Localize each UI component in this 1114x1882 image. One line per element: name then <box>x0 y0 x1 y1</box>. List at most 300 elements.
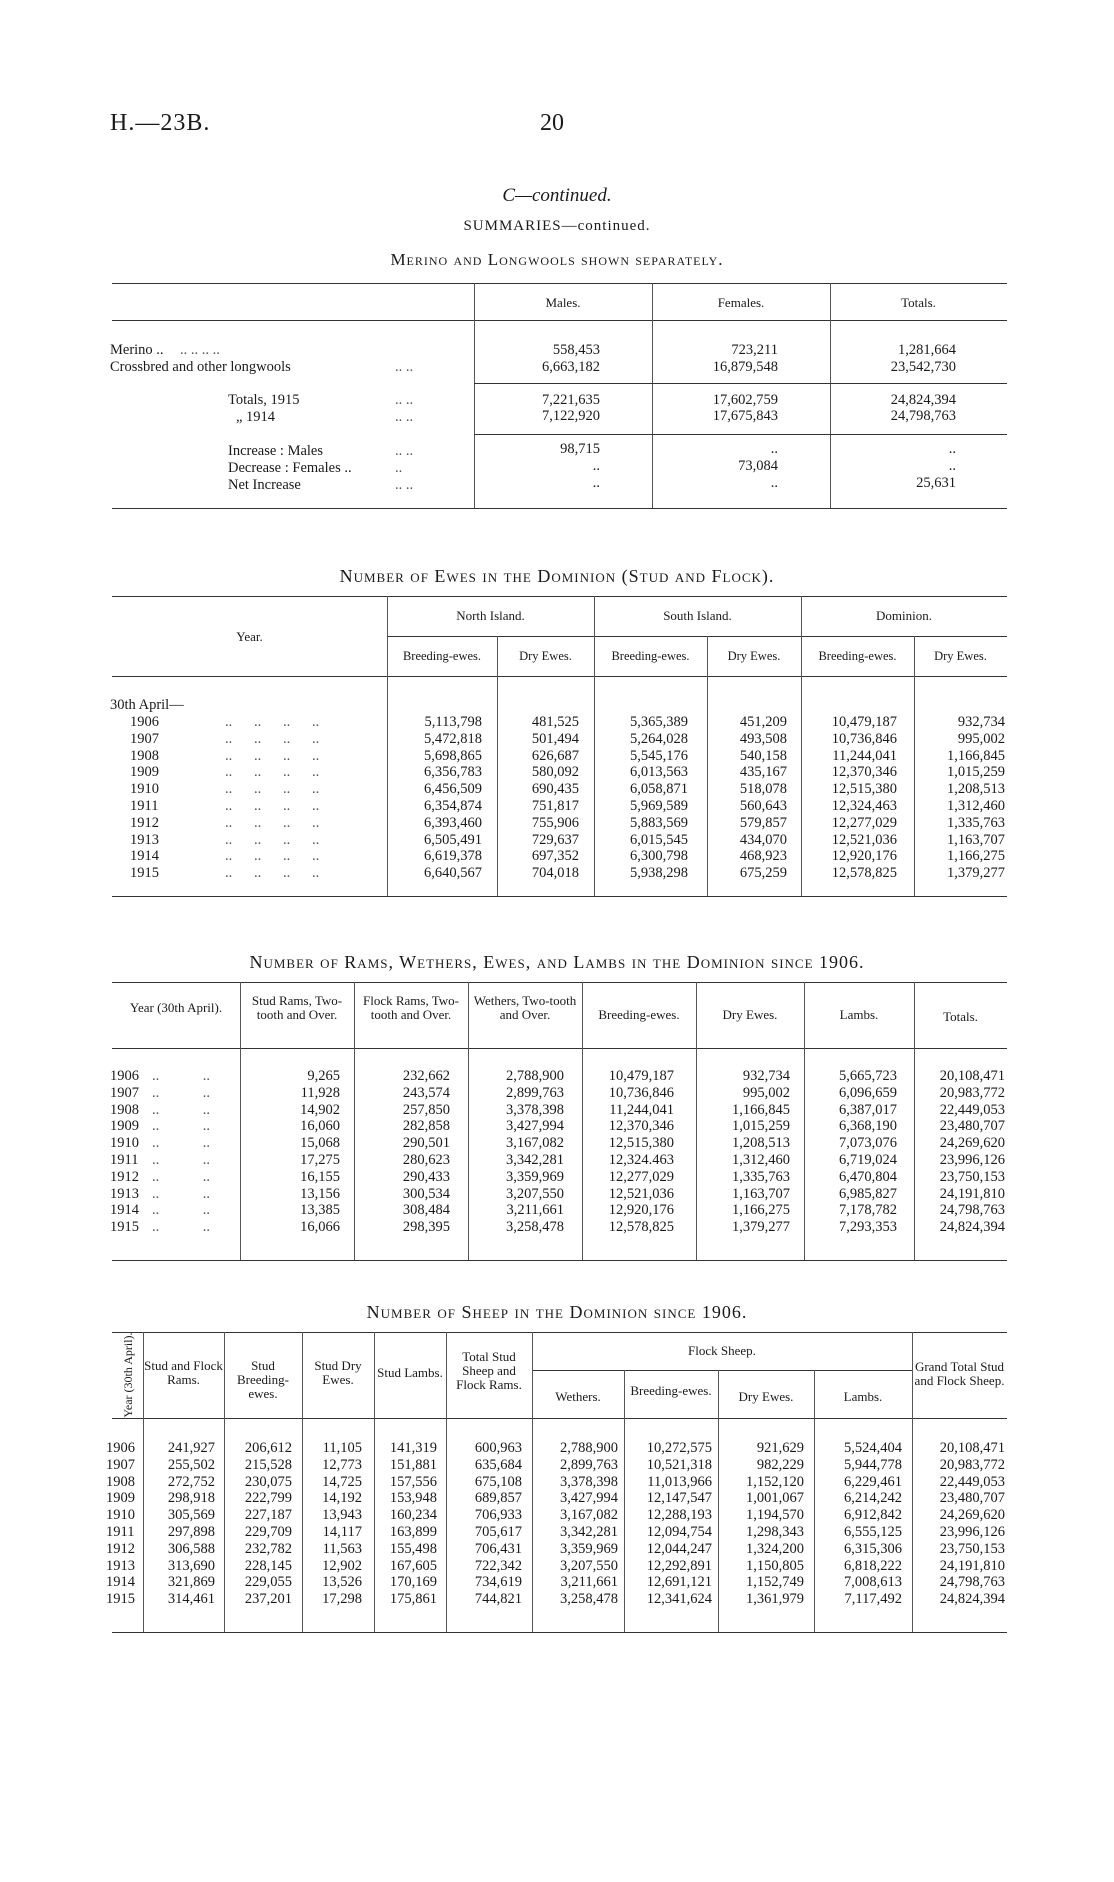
col-lambs <box>814 1440 902 1608</box>
table-cell: 540,158 <box>739 747 787 764</box>
table-cell: 160,234 <box>389 1507 437 1524</box>
table-cell: 580,092 <box>531 764 579 781</box>
col-header-females: Females. <box>717 295 765 310</box>
table-cell: 10,736,846 <box>608 1084 674 1101</box>
table-cell: 932,734 <box>742 1068 790 1084</box>
leader-dots-row: .. .. <box>152 1084 210 1101</box>
table-cell: 468,923 <box>739 848 787 865</box>
table-cell: 1908 <box>106 1473 135 1490</box>
table-cell: 12,341,624 <box>646 1591 712 1608</box>
table-cell: 1,163,707 <box>732 1185 790 1202</box>
table-cell: 13,943 <box>322 1507 362 1524</box>
table-cell: 6,015,545 <box>630 831 688 848</box>
table-cell: 6,393,460 <box>424 814 482 831</box>
table-cell: 1908 <box>130 747 159 764</box>
table-cell: 1,015,259 <box>947 764 1005 781</box>
leader-dots-row: .. .. <box>395 443 414 459</box>
col-header-stud-breeding: Stud Breeding-ewes. <box>237 1358 289 1401</box>
table-cell: 5,938,298 <box>630 865 688 882</box>
table-cell: 1,208,513 <box>732 1135 790 1152</box>
table-cell: 1906 <box>106 1440 135 1456</box>
row-label-totals-1914: „ 1914 <box>236 409 276 425</box>
table-cell: 1,152,749 <box>746 1574 804 1591</box>
table-cell: 23,542,730 <box>890 358 956 375</box>
table-cell: 12,324.463 <box>608 1151 674 1168</box>
col-males <box>474 342 600 492</box>
table-cell: 17,602,759 <box>712 391 778 408</box>
table-cell: 12,515,380 <box>608 1135 674 1152</box>
table-cell: 723,211 <box>731 342 778 358</box>
leader-dots-row: .. .. .. .. <box>225 781 320 798</box>
row-label-totals-1915: Totals, 1915 <box>228 392 300 408</box>
table-cell: 3,378,398 <box>560 1473 618 1490</box>
col-total-stud <box>446 1440 522 1608</box>
table-cell: 1,152,120 <box>746 1473 804 1490</box>
table-cell: 3,342,281 <box>506 1151 564 1168</box>
table-cell: 282,858 <box>402 1118 450 1135</box>
row-label-merino: Merino .. <box>110 342 164 358</box>
col-header-lambs: Lambs. <box>839 1007 879 1022</box>
table-cell: 20,108,471 <box>939 1068 1005 1084</box>
leader-dots-row: .. .. <box>152 1135 210 1152</box>
table-cell: 6,300,798 <box>630 848 688 865</box>
table-cell: 6,719,024 <box>839 1151 897 1168</box>
col-header-stud-rams: Stud Rams, Two-tooth and Over. <box>251 993 343 1022</box>
table-cell: 141,319 <box>389 1440 437 1456</box>
col-header-stud-dry: Stud Dry Ewes. <box>314 1358 362 1387</box>
table-cell: 215,528 <box>244 1456 292 1473</box>
table-cell: 243,574 <box>402 1084 450 1101</box>
table-cell: 744,821 <box>474 1591 522 1608</box>
leader-dots-row: .. .. .. .. <box>225 730 320 747</box>
table-cell: 290,501 <box>402 1135 450 1152</box>
table-cell: 321,869 <box>167 1574 215 1591</box>
table-cell: 1912 <box>106 1540 135 1557</box>
table-cell: 5,113,798 <box>424 714 482 730</box>
page-reference: H.—23B. <box>110 110 211 136</box>
col-females <box>652 342 778 492</box>
table-cell: 1,166,275 <box>732 1202 790 1219</box>
table-cell: 255,502 <box>167 1456 215 1473</box>
col-ni-breeding <box>387 714 482 882</box>
table-cell: 23,480,707 <box>939 1118 1005 1135</box>
leader-dots-row: .. .. <box>152 1168 210 1185</box>
section-title-rams-wethers: Number of Rams, Wethers, Ewes, and Lambs in the Dominion since 1906. <box>249 952 865 972</box>
col-breeding <box>582 1068 674 1236</box>
table-cell: 6,058,871 <box>630 781 688 798</box>
table-cell: 1,166,845 <box>732 1101 790 1118</box>
leader-dots-row: .. .. <box>152 1118 210 1135</box>
table-cell: 7,008,613 <box>844 1574 902 1591</box>
table-cell: 12,920,176 <box>831 848 897 865</box>
table-cell: 23,480,707 <box>939 1490 1005 1507</box>
col-stud-lambs <box>374 1440 437 1608</box>
col-breeding <box>624 1440 712 1608</box>
col-header-south-island: South Island. <box>663 608 732 623</box>
table-cell: 12,288,193 <box>646 1507 712 1524</box>
leader-dots-row: .. .. .. .. <box>225 865 320 882</box>
col-dry <box>718 1440 804 1608</box>
table-cell: 705,617 <box>474 1523 522 1540</box>
col-totals <box>830 342 956 492</box>
table-cell: 6,619,378 <box>424 848 482 865</box>
table-cell: 689,857 <box>474 1490 522 1507</box>
table-cell: 5,944,778 <box>844 1456 902 1473</box>
table-cell: 6,818,222 <box>844 1557 902 1574</box>
table-cell: 932,734 <box>957 714 1005 730</box>
table-cell: 7,122,920 <box>542 408 600 425</box>
table-cell: 257,850 <box>402 1101 450 1118</box>
leader-dots-row: .. .. <box>152 1185 210 1202</box>
col-header-ni-breeding: Breeding-ewes. <box>402 649 482 663</box>
table-cell: 24,798,763 <box>939 1574 1005 1591</box>
table-cell: .. <box>592 457 600 474</box>
leader-dots-row: .. .. <box>395 409 414 425</box>
table-cell: 481,525 <box>531 714 579 730</box>
leader-dots-row: .. .. <box>152 1068 210 1084</box>
table-cell: 5,264,028 <box>630 730 688 747</box>
table-cell: 1912 <box>130 814 159 831</box>
leader-dots-row: .. .. <box>152 1101 210 1118</box>
col-dom-dry <box>914 714 1005 882</box>
table-cell: .. <box>948 457 956 474</box>
table-cell: 24,191,810 <box>939 1185 1005 1202</box>
table-cell: 1913 <box>110 1185 139 1202</box>
table-cell: 3,427,994 <box>560 1490 618 1507</box>
col-header-totals: Totals. <box>943 1009 978 1024</box>
table-cell: 10,521,318 <box>646 1456 712 1473</box>
table-cell: .. <box>948 441 956 458</box>
table-cell: 12,277,029 <box>608 1168 674 1185</box>
table-cell: 298,918 <box>167 1490 215 1507</box>
col-wethers <box>532 1440 618 1608</box>
table-cell: 228,145 <box>244 1557 292 1574</box>
table-cell: 6,013,563 <box>630 764 688 781</box>
table-cell: 995,002 <box>742 1084 790 1101</box>
section-title-sheep: Number of Sheep in the Dominion since 1906. <box>366 1302 748 1322</box>
table-cell: 755,906 <box>531 814 579 831</box>
col-header-year: Year. <box>236 629 263 644</box>
table-cell: 163,899 <box>389 1523 437 1540</box>
row-label-crossbred: Crossbred and other longwools <box>110 359 291 375</box>
table-cell: 6,354,874 <box>424 797 482 814</box>
table-cell: 6,912,842 <box>844 1507 902 1524</box>
table-cell: 24,798,763 <box>890 408 956 425</box>
leader-dots-row: .. .. <box>152 1202 210 1219</box>
table-cell: 7,117,492 <box>844 1591 902 1608</box>
table-cell: 13,526 <box>322 1574 362 1591</box>
table-cell: 24,269,620 <box>939 1135 1005 1152</box>
table-cell: 12,902 <box>322 1557 362 1574</box>
table-cell: 635,684 <box>474 1456 522 1473</box>
table-cell: 3,211,661 <box>560 1574 618 1591</box>
table-cell: 17,275 <box>300 1151 340 1168</box>
col-ni-dry <box>497 714 579 882</box>
table-cell: 13,156 <box>300 1185 340 1202</box>
table-cell: 16,155 <box>300 1168 340 1185</box>
table-cell: 10,272,575 <box>646 1440 712 1456</box>
table-cell: 7,221,635 <box>542 391 600 408</box>
col-header-wethers: Wethers, Two-tooth and Over. <box>473 993 577 1022</box>
table-cell: 280,623 <box>402 1151 450 1168</box>
table-cell: 11,013,966 <box>647 1473 712 1490</box>
table-cell: 23,996,126 <box>939 1151 1005 1168</box>
table-cell: 501,494 <box>531 730 579 747</box>
table-cell: 12,521,036 <box>608 1185 674 1202</box>
table-cell: 1906 <box>130 714 159 730</box>
table-cell: .. <box>770 474 778 491</box>
table-cell: 16,879,548 <box>712 358 778 375</box>
table-cell: 1,166,845 <box>947 747 1005 764</box>
table-cell: 73,084 <box>738 457 778 474</box>
table-cell: 697,352 <box>531 848 579 865</box>
table-cell: 1911 <box>106 1523 135 1540</box>
col-header-ni-dry: Dry Ewes. <box>519 649 572 663</box>
leader-dots-row: .. .. .. .. <box>225 747 320 764</box>
table-cell: 98,715 <box>560 441 600 458</box>
table-cell: 272,752 <box>167 1473 215 1490</box>
col-header-year: Year (30th April). <box>129 1000 223 1015</box>
table-cell: 3,359,969 <box>560 1540 618 1557</box>
table-cell: 734,619 <box>474 1574 522 1591</box>
col-dry <box>696 1068 790 1236</box>
col-header-flock-sheep: Flock Sheep. <box>688 1343 756 1358</box>
leader-dots-row: .. .. <box>152 1151 210 1168</box>
table-cell: 153,948 <box>389 1490 437 1507</box>
col-header-dom-dry: Dry Ewes. <box>934 649 987 663</box>
col-year <box>130 714 210 882</box>
table-cell: 227,187 <box>244 1507 292 1524</box>
table-cell: 558,453 <box>552 342 600 358</box>
table-cell: 1915 <box>130 865 159 882</box>
table-cell: 22,449,053 <box>939 1473 1005 1490</box>
col-stud-dry <box>302 1440 362 1608</box>
col-wethers <box>468 1068 564 1236</box>
table-cell: 22,449,053 <box>939 1101 1005 1118</box>
table-cell: 229,709 <box>244 1523 292 1540</box>
table-cell: 6,640,567 <box>424 865 482 882</box>
table-cell: 11,105 <box>322 1440 362 1456</box>
table-cell: 12,277,029 <box>831 814 897 831</box>
row-label-increase-males: Increase : Males <box>228 443 324 459</box>
table-cell: 230,075 <box>244 1473 292 1490</box>
table-cell: 1,166,275 <box>947 848 1005 865</box>
table-cell: 14,902 <box>300 1101 340 1118</box>
table-cell: 20,983,772 <box>939 1456 1005 1473</box>
table-cell: 12,578,825 <box>608 1219 674 1236</box>
col-header-flock-rams: Flock Rams, Two-tooth and Over. <box>363 993 459 1022</box>
row-label-decrease-females: Decrease : Females .. <box>228 460 352 476</box>
table-cell: 12,521,036 <box>831 831 897 848</box>
continued-title: C—continued. <box>502 185 612 206</box>
table-cell: 1,194,570 <box>746 1507 804 1524</box>
col-header-stud-lambs: Stud Lambs. <box>377 1365 443 1380</box>
table-cell: 3,207,550 <box>506 1185 564 1202</box>
table-cell: 23,996,126 <box>939 1523 1005 1540</box>
table-cell: 1907 <box>130 730 159 747</box>
table-cell: 23,750,153 <box>939 1540 1005 1557</box>
table-cell: 16,066 <box>300 1219 340 1236</box>
table-cell: 232,782 <box>244 1540 292 1557</box>
table-cell: 1908 <box>110 1101 139 1118</box>
table-cell: 170,169 <box>389 1574 437 1591</box>
col-header-wethers: Wethers. <box>555 1389 601 1404</box>
table-cell: 24,824,394 <box>939 1219 1005 1236</box>
table-cell: 675,108 <box>474 1473 522 1490</box>
table-cell: 14,725 <box>322 1473 362 1490</box>
table-cell: 1,335,763 <box>732 1168 790 1185</box>
table-cell: 995,002 <box>957 730 1005 747</box>
table-cell: 560,643 <box>739 797 787 814</box>
table-cell: 5,524,404 <box>844 1440 902 1456</box>
table-cell: 1909 <box>106 1490 135 1507</box>
table-cell: 6,505,491 <box>424 831 482 848</box>
table-cell: 12,578,825 <box>831 865 897 882</box>
table-cell: 12,773 <box>322 1456 362 1473</box>
col-header-breeding: Breeding-ewes. <box>598 1007 680 1022</box>
table-cell: 15,068 <box>300 1135 340 1152</box>
table-cell: 222,799 <box>244 1490 292 1507</box>
table-cell: 313,690 <box>167 1557 215 1574</box>
col-header-totals: Totals. <box>901 295 936 310</box>
table-cell: 6,229,461 <box>844 1473 902 1490</box>
table-cell: .. <box>592 474 600 491</box>
table-cell: 1914 <box>130 848 159 865</box>
table-cell: 3,211,661 <box>506 1202 564 1219</box>
table-cell: 706,933 <box>474 1507 522 1524</box>
table-cell: 6,470,804 <box>839 1168 897 1185</box>
table-cell: 6,368,190 <box>839 1118 897 1135</box>
table-cell: 12,044,247 <box>646 1540 712 1557</box>
table-cell: 24,824,394 <box>939 1591 1005 1608</box>
table-cell: 16,060 <box>300 1118 340 1135</box>
table-cell: 6,985,827 <box>839 1185 897 1202</box>
table-cell: 7,178,782 <box>839 1202 897 1219</box>
leader-dots-row: .. .. .. .. <box>225 814 320 831</box>
table-cell: 17,298 <box>322 1591 362 1608</box>
leader-dots <box>225 714 385 882</box>
col-header-lambs: Lambs. <box>843 1389 883 1404</box>
table-cell: 1911 <box>130 797 159 814</box>
table-cell: 1907 <box>110 1084 139 1101</box>
table-cell: 9,265 <box>307 1068 340 1084</box>
table-cell: 451,209 <box>739 714 787 730</box>
table-cell: 1915 <box>110 1219 139 1236</box>
col-header-total-stud: Total Stud Sheep and Flock Rams. <box>456 1349 522 1392</box>
table-cell: 12,292,891 <box>646 1557 712 1574</box>
table-cell: 11,563 <box>322 1540 362 1557</box>
col-header-males: Males. <box>545 295 581 310</box>
table-cell: 3,167,082 <box>560 1507 618 1524</box>
table-cell: 1906 <box>110 1068 139 1084</box>
table-cell: 2,788,900 <box>506 1068 564 1084</box>
table-cell: 3,427,994 <box>506 1118 564 1135</box>
col-header-dominion: Dominion. <box>876 608 932 623</box>
year-lead: 30th April— <box>110 697 184 713</box>
table-cell: 3,342,281 <box>560 1523 618 1540</box>
section-title-merino: Merino and Longwools shown separately. <box>390 250 724 269</box>
col-stud-breeding <box>224 1440 292 1608</box>
leader-dots-row: .. .. <box>395 477 414 493</box>
table-cell: 5,545,176 <box>630 747 688 764</box>
table-cell: 12,147,547 <box>646 1490 712 1507</box>
table-cell: 2,788,900 <box>560 1440 618 1456</box>
table-cell: 600,963 <box>474 1440 522 1456</box>
table-cell: 14,117 <box>322 1523 362 1540</box>
table-cell: 1,379,277 <box>732 1219 790 1236</box>
table-cell: 3,378,398 <box>506 1101 564 1118</box>
col-header-north-island: North Island. <box>456 608 525 623</box>
table-cell: 314,461 <box>167 1591 215 1608</box>
table-cell: 3,167,082 <box>506 1135 564 1152</box>
table-cell: 1,312,460 <box>732 1151 790 1168</box>
table-cell: 24,798,763 <box>939 1202 1005 1219</box>
table-cell: 23,750,153 <box>939 1168 1005 1185</box>
table-cell: 1910 <box>130 781 159 798</box>
table-cell: 1,163,707 <box>947 831 1005 848</box>
table-cell: 1912 <box>110 1168 139 1185</box>
table-cell: 1913 <box>106 1557 135 1574</box>
leader-dots <box>152 1068 238 1236</box>
table-cell: 1,335,763 <box>947 814 1005 831</box>
table-cell: 1,208,513 <box>947 781 1005 798</box>
table-cell: 3,207,550 <box>560 1557 618 1574</box>
table-cell: 6,555,125 <box>844 1523 902 1540</box>
col-year <box>106 1440 144 1608</box>
leader-dots-row: .. .. .. .. <box>225 831 320 848</box>
leader-dots-row: .. .. .. .. <box>225 714 320 730</box>
table-cell: 1,281,664 <box>898 342 956 358</box>
leader-dots-row: .. .. .. .. <box>225 848 320 865</box>
col-header-dry: Dry Ewes. <box>738 1389 794 1404</box>
table-cell: 151,881 <box>389 1456 437 1473</box>
table-cell: 5,665,723 <box>839 1068 897 1084</box>
table-cell: 7,293,353 <box>839 1219 897 1236</box>
table-cell: 10,479,187 <box>831 714 897 730</box>
table-cell: 493,508 <box>739 730 787 747</box>
table-cell: 982,229 <box>756 1456 804 1473</box>
table-cell: 6,456,509 <box>424 781 482 798</box>
col-stud-rams <box>240 1068 340 1236</box>
table-cell: 6,356,783 <box>424 764 482 781</box>
table-cell: 11,244,041 <box>609 1101 674 1118</box>
col-dom-breeding <box>801 714 897 882</box>
table-cell: 1,324,200 <box>746 1540 804 1557</box>
table-cell: 300,534 <box>402 1185 450 1202</box>
table-cell: 2,899,763 <box>506 1084 564 1101</box>
page-number: 20 <box>540 110 564 136</box>
row-label-net-increase: Net Increase <box>228 477 301 493</box>
table-cell: 290,433 <box>402 1168 450 1185</box>
col-header-si-breeding: Breeding-ewes. <box>611 649 690 663</box>
leader-dots-row: .. .. .. .. <box>225 764 320 781</box>
table-cell: 518,078 <box>739 781 787 798</box>
table-cell: 2,899,763 <box>560 1456 618 1473</box>
table-cell: 1,015,259 <box>732 1118 790 1135</box>
table-cell: 704,018 <box>531 865 579 882</box>
table-cell: 6,387,017 <box>839 1101 897 1118</box>
table-cell: 14,192 <box>322 1490 362 1507</box>
table-cell: 1909 <box>130 764 159 781</box>
table-cell: 3,258,478 <box>560 1591 618 1608</box>
table-cell: 12,094,754 <box>646 1523 712 1540</box>
table-cell: .. <box>770 441 778 458</box>
table-cell: 435,167 <box>739 764 787 781</box>
col-si-dry <box>707 714 787 882</box>
table-cell: 1914 <box>106 1574 135 1591</box>
table-cell: 232,662 <box>402 1068 450 1084</box>
table-cell: 298,395 <box>402 1219 450 1236</box>
